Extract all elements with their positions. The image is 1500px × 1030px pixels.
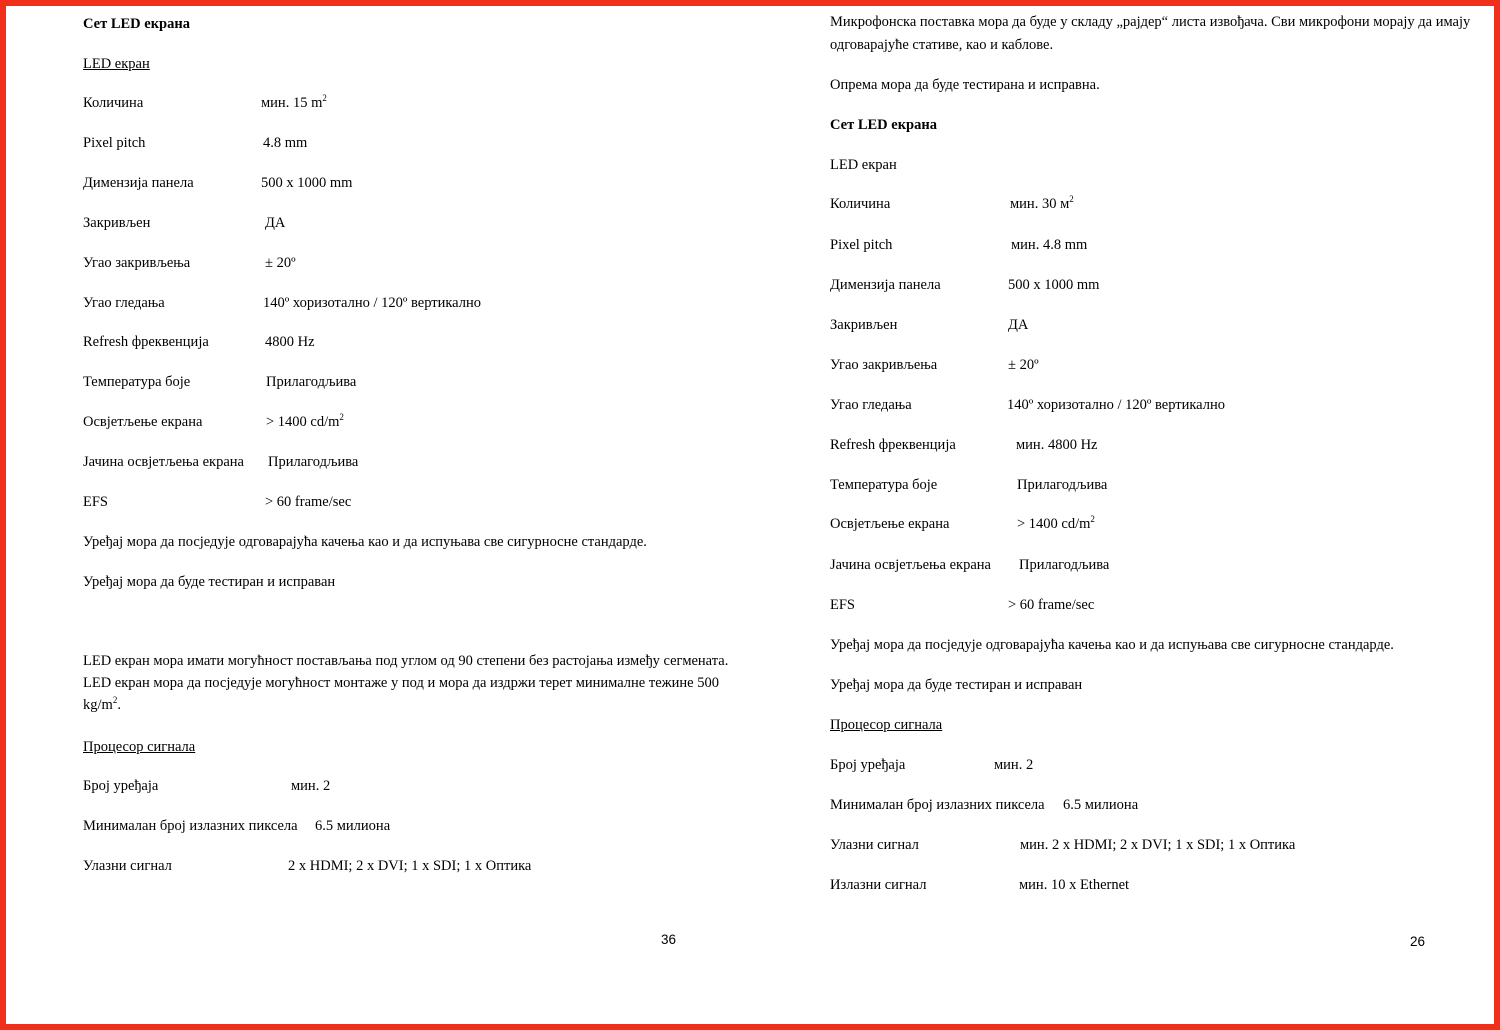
spec-value: Прилагодљива (1017, 477, 1108, 493)
spec-value: > 60 frame/sec (265, 494, 352, 510)
spec-label: EFS (830, 597, 855, 613)
spec-row (830, 275, 1100, 295)
spec-value: ± 20º (265, 255, 296, 271)
spec-value: мин. 4.8 mm (1011, 237, 1088, 253)
spec-value: 500 x 1000 mm (1008, 277, 1100, 293)
set-title: Сет LED екрана (830, 117, 937, 133)
spec-row (83, 372, 357, 392)
page-number: 36 (661, 932, 677, 947)
spec-value: ДА (1008, 317, 1029, 333)
spec-row (830, 595, 1095, 615)
spec-row (83, 293, 481, 313)
spec-label: Излазни сигнал (830, 877, 927, 893)
processor-heading: Процесор сигнала (83, 739, 196, 755)
spec-value: мин. 2 (291, 778, 331, 794)
spec-value: ДА (265, 215, 286, 231)
spec-row (83, 492, 352, 512)
set-title: Сет LED екрана (83, 16, 190, 32)
spec-row (830, 395, 1225, 415)
processor-row (83, 856, 532, 876)
paragraph-line: $kg/m^2$. (83, 695, 121, 713)
spec-label: Улазни сигнал (83, 858, 172, 874)
spec-label: Температура боје (83, 374, 191, 390)
spec-row (830, 435, 1098, 455)
intro-line: Опрема мора да буде тестирана и исправна. (830, 77, 1100, 93)
spec-label: Улазни сигнал (830, 837, 919, 853)
processor-row (830, 835, 1296, 855)
processor-row (830, 755, 1034, 775)
led-heading: LED екран (830, 157, 897, 173)
spec-label: Количина (83, 95, 144, 111)
spec-label: Закривљен (830, 317, 898, 333)
spec-label: Освјетљење екрана (830, 516, 950, 532)
spec-row (83, 173, 353, 193)
spec-value: 140º хоризотално / 120º вертикално (1007, 397, 1225, 413)
spec-row (83, 452, 359, 472)
spec-value: Прилагодљива (1019, 557, 1110, 573)
spec-value: 500 x 1000 mm (261, 175, 353, 191)
spec-row (83, 332, 315, 352)
spec-label: Освјетљење екрана (83, 414, 203, 430)
spec-value: 2 x HDMI; 2 x DVI; 1 x SDI; 1 x Оптика (288, 858, 532, 874)
spec-value: Прилагодљива (266, 374, 357, 390)
spec-row (830, 315, 1029, 335)
spec-value: > 1400 $cd/m^2$ (266, 412, 344, 430)
processor-row (83, 776, 331, 796)
spec-value: 4.8 mm (263, 135, 308, 151)
processor-row (83, 816, 391, 836)
spec-row (830, 235, 1088, 255)
paragraph-line: LED екран мора да посједује могућност монтаже у под и мора да издржи терет минималне тежине 500 (83, 675, 719, 691)
spec-label: EFS (83, 494, 108, 510)
spec-label: Јачина освјетљења екрана (83, 454, 244, 470)
spec-value: > 1400 $cd/m^2$ (1017, 514, 1095, 532)
spec-row (830, 355, 1039, 375)
spec-row (830, 514, 1095, 534)
spec-value: мин. 2 (994, 757, 1034, 773)
note-mounting: Уређај мора да посједује одговарајућа качења као и да испуњава све сигурносне стандарде. (830, 637, 1394, 653)
note-mounting: Уређај мора да посједује одговарајућа качења као и да испуњава све сигурносне стандарде. (83, 534, 647, 550)
spec-value: мин. 10 x Ethernet (1019, 877, 1130, 893)
note-tested: Уређај мора да буде тестиран и исправан (830, 677, 1083, 693)
spec-row (830, 194, 1074, 214)
spec-label: Минималан број излазних пиксела (83, 818, 298, 834)
spec-row (83, 412, 344, 432)
processor-heading: Процесор сигнала (830, 717, 943, 733)
spec-value: Прилагодљива (268, 454, 359, 470)
spec-value: 4800 Hz (265, 334, 315, 350)
spec-value: ± 20º (1008, 357, 1039, 373)
spec-value: 6.5 милиона (315, 818, 391, 834)
spec-label: Угао гледања (83, 295, 165, 311)
spec-label: Температура боје (830, 477, 938, 493)
spec-row (830, 555, 1110, 575)
spec-label: Димензија панела (83, 175, 194, 191)
processor-row (830, 875, 1130, 895)
page-number: 26 (1410, 934, 1426, 949)
spec-value: > 60 frame/sec (1008, 597, 1095, 613)
spec-label: Јачина освјетљења екрана (830, 557, 991, 573)
spec-label: Количина (830, 196, 891, 212)
spec-row (83, 253, 296, 273)
spec-value: мин. 15 $m^2$ (261, 93, 327, 111)
spec-label: Угао закривљења (830, 357, 938, 373)
spec-value: 6.5 милиона (1063, 797, 1139, 813)
paragraph-line: LED екран мора имати могућност постављања под углом од 90 степени без растојања између сегмената. (83, 653, 729, 669)
spec-label: Refresh фреквенција (83, 334, 209, 350)
spec-label: Закривљен (83, 215, 151, 231)
spec-value: мин. 4800 Hz (1016, 437, 1098, 453)
spec-label: Угао закривљења (83, 255, 191, 271)
intro-line: Микрофонска поставка мора да буде у складу „рајдер“ листа извођача. Сви микрофони морају да имају (830, 14, 1471, 30)
spec-row (83, 213, 286, 233)
spec-label: Број уређаја (830, 757, 906, 773)
spec-label: Број уређаја (83, 778, 159, 794)
led-heading: LED екран (83, 56, 150, 72)
intro-line: одговарајуће стативе, као и каблове. (830, 37, 1054, 53)
spec-value: мин. 2 x HDMI; 2 x DVI; 1 x SDI; 1 x Оптика (1020, 837, 1296, 853)
spec-label: Угао гледања (830, 397, 912, 413)
spec-value: 140º хоризотално / 120º вертикално (263, 295, 481, 311)
spec-row (830, 475, 1108, 495)
spec-label: Refresh фреквенција (830, 437, 956, 453)
spec-label: Димензија панела (830, 277, 941, 293)
spec-label: Минималан број излазних пиксела (830, 797, 1045, 813)
note-tested: Уређај мора да буде тестиран и исправан (83, 574, 336, 590)
spec-label: Pixel pitch (830, 237, 893, 253)
spec-row (83, 133, 308, 153)
processor-row (830, 795, 1139, 815)
spec-label: Pixel pitch (83, 135, 146, 151)
spec-row (83, 93, 327, 113)
spec-value: мин. 30 $м^2$ (1010, 194, 1074, 212)
